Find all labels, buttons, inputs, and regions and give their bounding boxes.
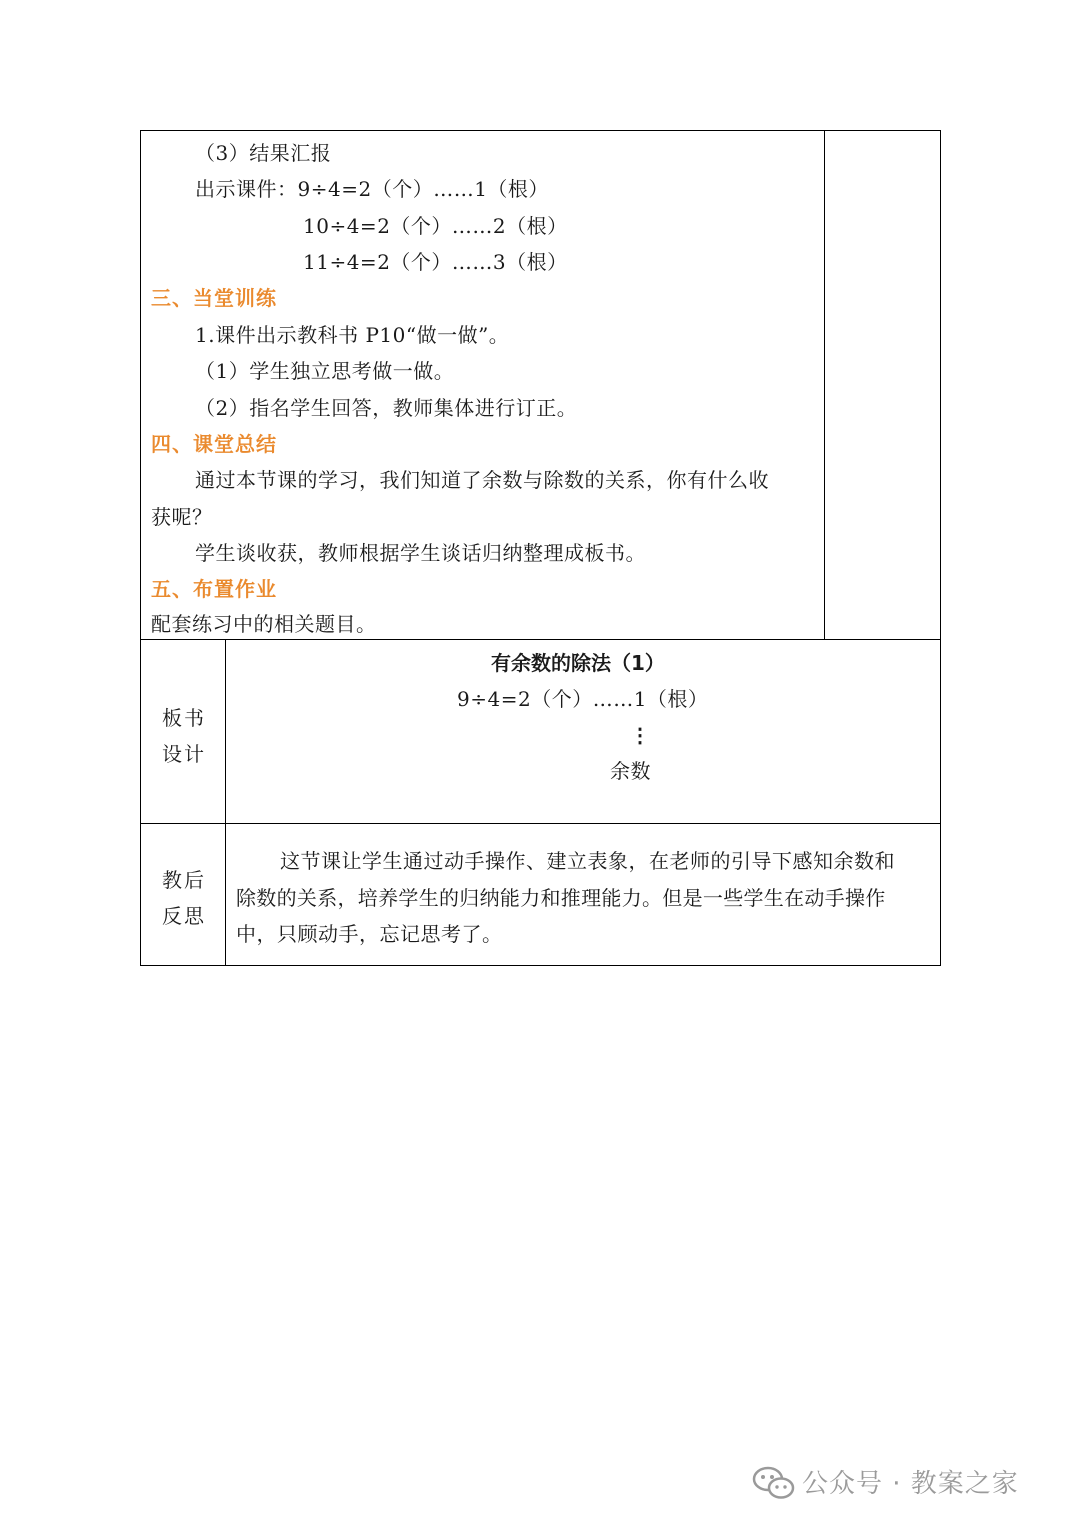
watermark-text: 公众号 · 教案之家 [802,1469,1019,1499]
remainder-label: 余数 [610,759,651,783]
board-equation: 9÷4=2（个）……1（根） [457,687,709,711]
list-item: （1）学生独立思考做一做。 [195,359,455,383]
reflection-line: 除数的关系，培养学生的归纳能力和推理能力。但是一些学生在动手操作 [236,886,886,910]
result-report-heading: （3）结果汇报 [195,141,332,165]
reflection-label: 教后 [162,868,206,892]
courseware-line: 出示课件：9÷4=2（个）……1（根） [195,177,549,201]
board-design-label: 设计 [162,742,206,766]
board-title: 有余数的除法（1） [491,651,665,675]
table-divider [140,823,941,824]
vertical-dots: ⋮ [630,723,651,747]
reflection-line: 这节课让学生通过动手操作、建立表象，在老师的引导下感知余数和 [280,849,895,873]
section-heading: 四、课堂总结 [151,432,277,456]
paragraph-line: 获呢？ [151,505,213,529]
reflection-line: 中，只顾动手，忘记思考了。 [236,922,503,946]
table-divider [824,130,825,640]
board-design-label: 板书 [162,706,206,730]
table-divider [140,639,941,640]
section-heading: 三、当堂训练 [151,286,277,310]
reflection-label: 反思 [162,904,206,928]
section-heading: 五、布置作业 [151,577,277,601]
list-item: （2）指名学生回答，教师集体进行订正。 [195,396,578,420]
list-item: 1.课件出示教科书 P10“做一做”。 [195,323,510,347]
wechat-icon [752,1465,796,1501]
courseware-line: 11÷4=2（个）……3（根） [303,250,568,274]
paragraph-line: 通过本节课的学习，我们知道了余数与除数的关系，你有什么收 [195,468,769,492]
courseware-line: 10÷4=2（个）……2（根） [303,214,568,238]
paragraph-line: 学生谈收获，教师根据学生谈话归纳整理成板书。 [195,541,646,565]
paragraph-line: 配套练习中的相关题目。 [151,612,377,636]
table-divider [225,639,226,966]
